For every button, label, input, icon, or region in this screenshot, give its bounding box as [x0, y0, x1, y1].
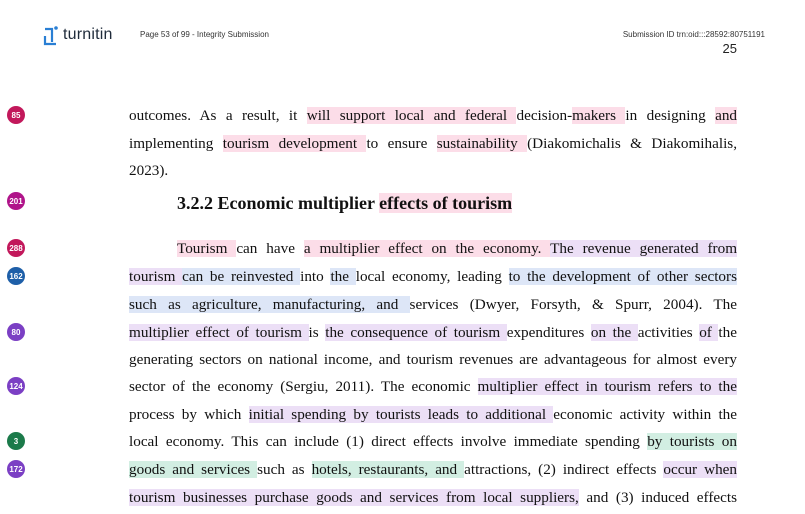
text-line: local economy. This can include (1) direct effects involve immediate spending by tourists on — [129, 433, 737, 450]
badge-label: 162 — [9, 271, 23, 281]
badge-label: 288 — [9, 243, 23, 253]
text-line: multiplier effect of tourism is the consequence of tourism expenditures on the activities of the — [129, 324, 737, 341]
text-line: process by which initial spending by tourists leads to additional economic activity within the — [129, 406, 737, 423]
badge-label: 201 — [9, 196, 23, 206]
match-badge[interactable] — [7, 460, 25, 478]
text-line: implementing tourism development to ensure sustainability (Diakomichalis & Diakomihalis, — [129, 135, 738, 152]
badge-label: 172 — [9, 464, 23, 474]
section-heading: 3.2.2 Economic multiplier effects of tourism — [177, 193, 513, 213]
badge-label: 3 — [13, 436, 19, 446]
match-badge[interactable] — [7, 323, 25, 341]
page-header — [0, 0, 805, 60]
match-badge[interactable] — [7, 267, 25, 285]
turnitin-logo — [42, 22, 113, 48]
text-line: such as agriculture, manufacturing, and services (Dwyer, Forsyth, & Spurr, 2004). The — [129, 296, 737, 313]
text-line: tourism can be reinvested into the local economy, leading to the development of other sectors — [129, 268, 737, 285]
badge-label: 124 — [9, 381, 23, 391]
match-badge[interactable] — [7, 106, 25, 124]
text-line: 2023). — [129, 162, 169, 179]
page-number: 25 — [722, 41, 737, 56]
text-line: Tourism can have a multiplier effect on the economy. The revenue generated from — [177, 240, 738, 257]
badge-label: 85 — [11, 110, 21, 120]
text-line: sector of the economy (Sergiu, 2011). The economic multiplier effect in tourism refers to the — [129, 378, 737, 395]
match-badge[interactable] — [7, 432, 25, 450]
turnitin-logo-icon — [42, 24, 60, 46]
brand-name: turnitin — [63, 26, 113, 43]
page-info: Page 53 of 99 - Integrity Submission — [140, 30, 269, 39]
text-line: goods and services such as hotels, restaurants, and attractions, (2) indirect effects occur when — [129, 461, 737, 478]
text-line: tourism businesses purchase goods and services from local suppliers, and (3) induced effects — [129, 489, 737, 506]
badge-label: 80 — [11, 327, 21, 337]
match-badge[interactable] — [7, 239, 25, 257]
match-badge[interactable] — [7, 192, 25, 210]
submission-id: Submission ID trn:oid:::28592:80751191 — [622, 30, 765, 39]
text-line: generating sectors on national income, and tourism revenues are advantageous for almost every — [129, 351, 737, 368]
text-line: outcomes. As a result, it will support local and federal decision-makers in designing and — [129, 107, 738, 124]
match-badge[interactable] — [7, 377, 25, 395]
